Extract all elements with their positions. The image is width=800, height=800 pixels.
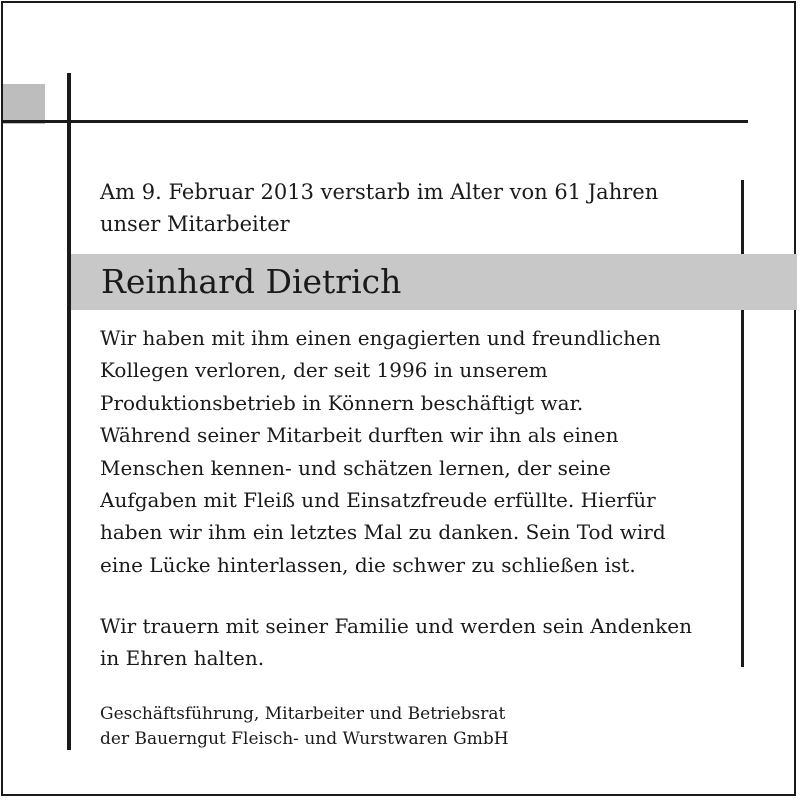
tribute-line: Menschen kennen- und schätzen lernen, der seine xyxy=(100,455,611,480)
tribute-line: haben wir ihm ein letztes Mal zu danken. Sein Tod wird xyxy=(100,520,666,545)
intro-text xyxy=(100,176,730,240)
tribute-line: Produktionsbetrieb in Könnern beschäftigt war. xyxy=(100,390,584,415)
closing-line: in Ehren halten. xyxy=(100,646,265,670)
closing-text xyxy=(100,610,730,674)
closing-line: Wir trauern mit seiner Familie und werden sein Andenken xyxy=(100,614,692,638)
tribute-line: Kollegen verloren, der seit 1996 in unserem xyxy=(100,358,548,383)
tribute-text xyxy=(100,322,730,581)
signature-line: Geschäftsführung, Mitarbeiter und Betriebsrat xyxy=(100,704,506,724)
corner-square-decoration xyxy=(3,84,45,124)
top-horizontal-rule xyxy=(3,120,748,123)
tribute-line: Wir haben mit ihm einen engagierten und freundlichen xyxy=(100,326,661,350)
tribute-line: Während seiner Mitarbeit durften wir ihn als einen xyxy=(100,423,619,448)
tribute-line: Aufgaben mit Fleiß und Einsatzfreude erfüllte. Hierfür xyxy=(100,488,656,513)
signature-block xyxy=(100,702,730,752)
deceased-name: Reinhard Dietrich xyxy=(101,262,402,301)
left-vertical-rule xyxy=(67,73,71,750)
tribute-line: eine Lücke hinterlassen, die schwer zu schließen ist. xyxy=(100,552,636,577)
signature-line: der Bauerngut Fleisch- und Wurstwaren GmbH xyxy=(100,729,509,749)
intro-line: unser Mitarbeiter xyxy=(100,212,290,236)
intro-line: Am 9. Februar 2013 verstarb im Alter von 61 Jahren xyxy=(100,180,659,204)
